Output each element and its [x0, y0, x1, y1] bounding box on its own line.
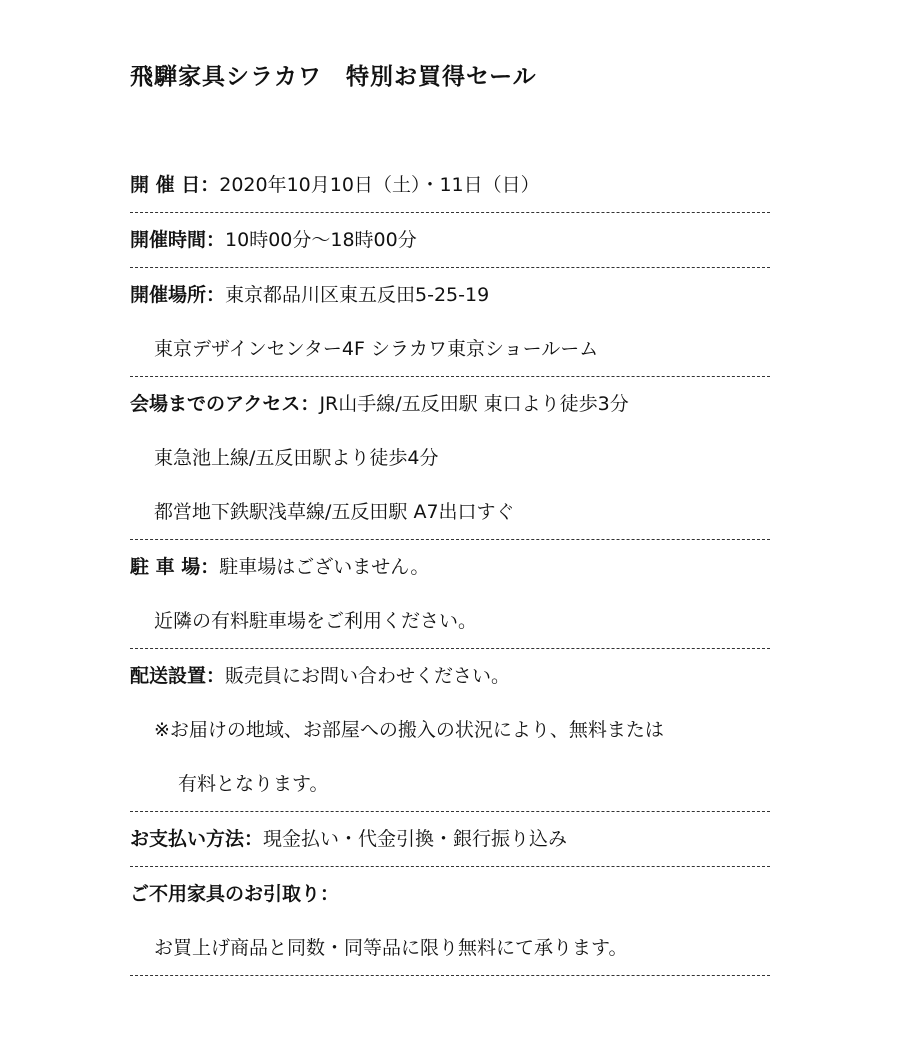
delivery-note-cont: 有料となります。 — [178, 773, 329, 795]
parking-note: 近隣の有料駐車場をご利用ください。 — [154, 610, 478, 632]
delivery-note: ※お届けの地域、お部屋への搬入の状況により、無料または — [154, 719, 664, 741]
access-row — [130, 377, 770, 431]
section-hours — [130, 213, 770, 268]
access-jr: JR山手線/五反田駅 東口より徒歩3分 — [319, 393, 629, 415]
access-toei: 都営地下鉄駅浅草線/五反田駅 A7出口すぐ — [154, 501, 515, 523]
section-venue — [130, 268, 770, 377]
dates-value: 2020年10月10日（土）・11日（日） — [219, 174, 540, 196]
parking-label: 駐 車 場： — [130, 556, 220, 578]
pickup-row — [130, 867, 770, 921]
delivery-value: 販売員にお問い合わせください。 — [225, 665, 511, 687]
section-parking — [130, 540, 770, 649]
parking-row — [130, 540, 770, 594]
payment-label: お支払い方法： — [130, 828, 264, 850]
venue-row — [130, 268, 770, 322]
parking-value: 駐車場はございません。 — [219, 556, 430, 578]
dates-label: 開 催 日： — [130, 174, 220, 196]
event-details — [130, 158, 770, 976]
pickup-label: ご不用家具のお引取り： — [130, 883, 340, 905]
venue-label: 開催場所： — [130, 284, 226, 306]
access-tokyu: 東急池上線/五反田駅より徒歩4分 — [154, 447, 439, 469]
venue-building: 東京デザインセンター4F シラカワ東京ショールーム — [154, 338, 599, 360]
hours-label: 開催時間： — [130, 229, 226, 251]
delivery-label: 配送設置： — [130, 665, 226, 687]
payment-row — [130, 812, 770, 866]
section-delivery — [130, 649, 770, 812]
dates-row — [130, 158, 770, 212]
payment-value: 現金払い・代金引換・銀行振り込み — [263, 828, 568, 850]
section-dates — [130, 158, 770, 213]
section-pickup — [130, 867, 770, 976]
venue-address: 東京都品川区東五反田5-25-19 — [225, 284, 490, 306]
delivery-row — [130, 649, 770, 703]
hours-value: 10時00分～18時00分 — [225, 229, 417, 251]
pickup-note: お買上げ商品と同数・同等品に限り無料にて承ります。 — [154, 937, 628, 959]
access-label: 会場までのアクセス： — [130, 393, 320, 415]
section-payment — [130, 812, 770, 867]
page-title: 飛騨家具シラカワ 特別お買得セール — [130, 64, 537, 90]
section-access — [130, 377, 770, 540]
hours-row — [130, 213, 770, 267]
